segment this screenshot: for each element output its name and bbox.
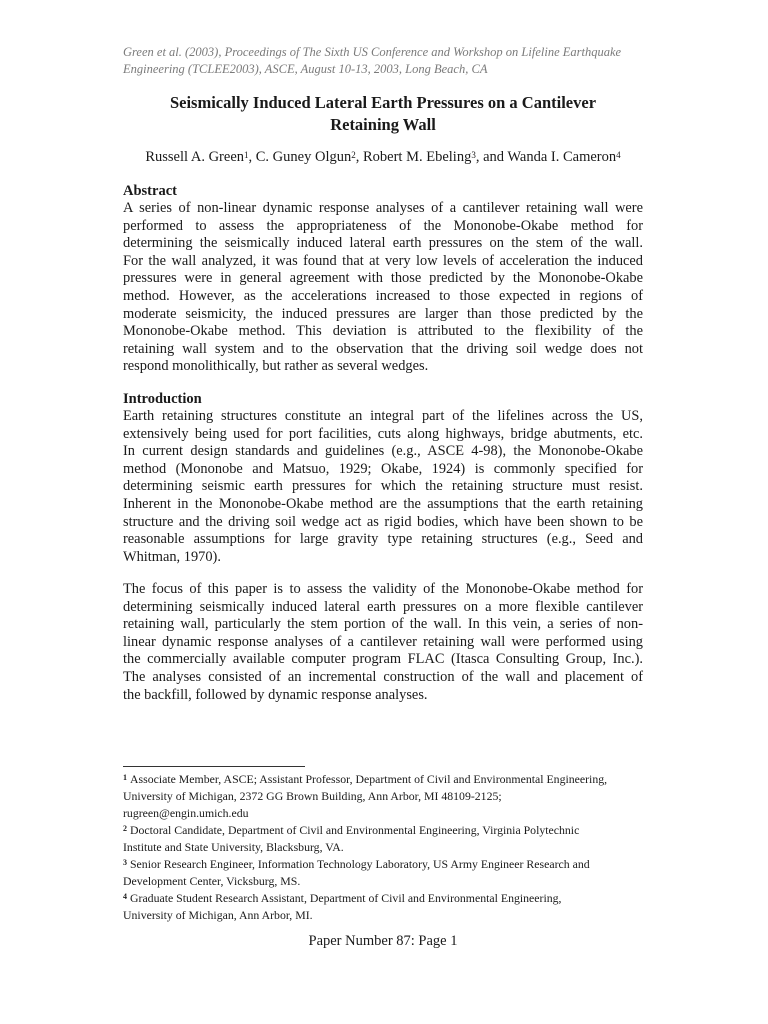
footnote-number: 2 (123, 824, 127, 833)
intro-line: structure and the driving soil wedge act as rigid bodies, which have been shown to be (123, 513, 643, 530)
author-3: Robert M. Ebeling (362, 149, 472, 165)
footnote-2 (123, 822, 663, 839)
intro-line: extensively being used for port facilities, cuts along highways, bridge abutments, etc. (123, 425, 643, 442)
abstract-line: Mononobe-Okabe method. This deviation is attributed to the flexibility of the (123, 323, 643, 340)
intro-line: Inherent in the Mononobe-Okabe method are the assumptions that the earth retaining (123, 495, 643, 512)
page-number-footer: Paper Number 87: Page 1 (308, 933, 458, 949)
introduction-paragraph-1 (123, 408, 643, 566)
footnote-3-cont: Development Center, Vicksburg, MS. (123, 874, 301, 888)
author-list (123, 148, 643, 166)
intro-line: reasonable assumptions for large gravity type retaining structures (e.g., Seed and (123, 531, 643, 548)
introduction-heading: Introduction (123, 391, 202, 407)
footnote-separator (123, 766, 305, 767)
author-2: C. Guney Olgun (255, 149, 352, 165)
author-4-affiliation-mark: 4 (616, 150, 621, 160)
abstract-line: performed to assess the appropriateness of the Mononobe-Okabe method for (123, 217, 643, 234)
footnote-text: Graduate Student Research Assistant, Department of Civil and Environmental Engineering, (130, 891, 562, 905)
citation-header (123, 44, 663, 78)
intro-line: determining seismic earth pressures for which the retaining structure must resist. (123, 478, 643, 495)
footnote-2-cont: Institute and State University, Blacksburg, VA. (123, 840, 344, 854)
title-line-1: Seismically Induced Lateral Earth Pressures on a Cantilever (169, 93, 597, 112)
intro-line: determining seismically induced lateral earth pressures on a more flexible cantilever (123, 598, 643, 615)
footnote-text: Associate Member, ASCE; Assistant Professor, Department of Civil and Environmental Engineering, (130, 772, 608, 786)
intro-line: the commercially available computer program FLAC (Itasca Consulting Group, Inc.). (123, 651, 643, 668)
author-separator: , and (475, 149, 508, 165)
intro-line: The analyses consisted of an incremental construction of the wall and placement of (123, 668, 643, 685)
footnote-text: Senior Research Engineer, Information Technology Laboratory, US Army Engineer Research and (130, 857, 590, 871)
abstract-line: moderate seismicity, the induced pressures are larger than those predicted by the (123, 305, 643, 322)
author-1: Russell A. Green (145, 149, 245, 165)
abstract-line: A series of non-linear dynamic response analyses of a cantilever retaining wall were (123, 200, 643, 216)
abstract-line: pressures were in general agreement with those predicted by the Mononobe-Okabe (123, 270, 643, 287)
intro-line: Whitman, 1970). (123, 548, 221, 565)
paper-title (123, 92, 643, 136)
footnote-1 (123, 771, 663, 788)
title-line-2: Retaining Wall (330, 115, 436, 134)
citation-line-1: Green et al. (2003), Proceedings of The Sixth US Conference and Workshop on Lifeline Earthquake (123, 45, 622, 59)
intro-line: linear dynamic response analyses of a cantilever retaining wall were performed using (123, 633, 643, 650)
footnote-1-email: rugreen@engin.umich.edu (123, 806, 249, 820)
footnote-3 (123, 856, 663, 873)
abstract-line: determining the seismically induced lateral earth pressures on the stem of the wall. (123, 235, 643, 252)
abstract-line: respond monolithically, but rather as several wedges. (123, 358, 429, 375)
introduction-paragraph-2 (123, 581, 643, 704)
footnote-4-cont: University of Michigan, Ann Arbor, MI. (123, 908, 313, 922)
abstract-line: For the wall analyzed, it was found that at very low levels of acceleration the induced (123, 252, 643, 269)
footnotes (123, 771, 663, 924)
abstract-line: retaining wall system and to the observation that the driving soil wedge does not (123, 340, 643, 357)
intro-line: Earth retaining structures constitute an integral part of the lifelines across the US, (123, 408, 643, 424)
footnote-number: 4 (123, 892, 127, 901)
author-1-affiliation-mark: 1 (244, 150, 249, 160)
author-separator: , (248, 149, 256, 165)
abstract-body (123, 200, 643, 376)
author-separator: , (355, 149, 363, 165)
intro-line: retaining wall, particularly the stem portion of the wall. In this vein, a series of non- (123, 616, 643, 633)
footnote-text: Doctoral Candidate, Department of Civil and Environmental Engineering, Virginia Polytechnic (130, 823, 580, 837)
intro-line: method (Mononobe and Matsuo, 1929; Okabe, 1924) is commonly specified for (123, 460, 643, 477)
author-4: Wanda I. Cameron (507, 149, 617, 165)
abstract-heading: Abstract (123, 183, 177, 199)
citation-line-2: Engineering (TCLEE2003), ASCE, August 10-13, 2003, Long Beach, CA (123, 62, 488, 76)
footnote-4 (123, 890, 663, 907)
abstract-line: method. However, as the accelerations increased to those expected in regions of (123, 287, 643, 304)
footnote-number: 1 (123, 773, 127, 782)
author-3-affiliation-mark: 3 (471, 150, 476, 160)
intro-line: The focus of this paper is to assess the validity of the Mononobe-Okabe method for (123, 581, 643, 597)
footnote-1-cont: University of Michigan, 2372 GG Brown Building, Ann Arbor, MI 48109-2125; (123, 789, 502, 803)
author-2-affiliation-mark: 2 (351, 150, 356, 160)
footnote-number: 3 (123, 858, 127, 867)
intro-line: In current design standards and guidelines (e.g., ASCE 4-98), the Mononobe-Okabe (123, 443, 643, 460)
intro-line: the backfill, followed by dynamic response analyses. (123, 686, 428, 703)
